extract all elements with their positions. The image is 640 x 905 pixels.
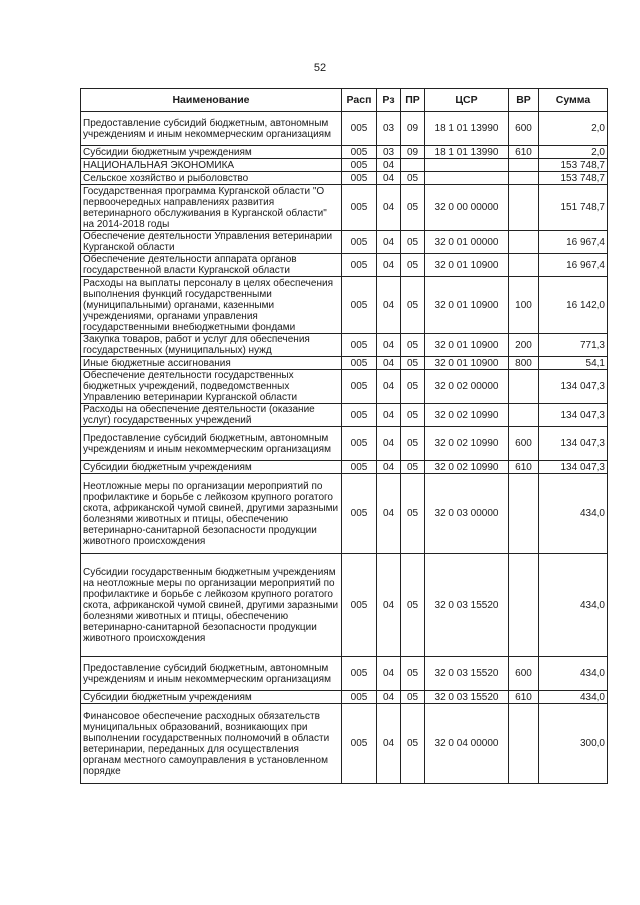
cell-sum: 2,0	[539, 112, 608, 146]
cell-pr: 05	[401, 554, 425, 657]
cell-rasp: 005	[342, 404, 377, 427]
cell-name: Предоставление субсидий бюджетным, автономным учреждениям и иным некоммерческим организациям	[81, 427, 342, 461]
cell-sum: 16 967,4	[539, 254, 608, 277]
cell-pr: 05	[401, 427, 425, 461]
cell-rasp: 005	[342, 254, 377, 277]
table-row	[81, 172, 608, 185]
cell-sum: 134 047,3	[539, 370, 608, 404]
cell-csr: 32 0 01 00000	[425, 231, 509, 254]
cell-vr	[509, 554, 539, 657]
table-row	[81, 254, 608, 277]
cell-rasp: 005	[342, 474, 377, 554]
cell-pr: 05	[401, 370, 425, 404]
cell-pr: 05	[401, 357, 425, 370]
cell-rz: 04	[377, 334, 401, 357]
cell-pr: 05	[401, 172, 425, 185]
cell-sum: 300,0	[539, 704, 608, 784]
cell-sum: 16 967,4	[539, 231, 608, 254]
cell-sum: 151 748,7	[539, 185, 608, 231]
cell-csr: 18 1 01 13990	[425, 112, 509, 146]
cell-csr: 32 0 01 10900	[425, 254, 509, 277]
cell-rz: 04	[377, 277, 401, 334]
cell-name: Предоставление субсидий бюджетным, автономным учреждениям и иным некоммерческим организациям	[81, 657, 342, 691]
cell-vr	[509, 159, 539, 172]
cell-vr: 200	[509, 334, 539, 357]
cell-vr: 610	[509, 146, 539, 159]
table-row	[81, 474, 608, 554]
header-csr: ЦСР	[425, 89, 509, 112]
cell-name: Неотложные меры по организации мероприятий по профилактике и борьбе с лейкозом крупного рогатого скота, африканской чумой свиней, другими заразными болезнями животных и птицы, обеспечению ветеринарно-санитарной безопасности продукции животного происхождения	[81, 474, 342, 554]
cell-rasp: 005	[342, 231, 377, 254]
cell-csr	[425, 172, 509, 185]
header-vr: ВР	[509, 89, 539, 112]
cell-rasp: 005	[342, 334, 377, 357]
cell-name: Предоставление субсидий бюджетным, автономным учреждениям и иным некоммерческим организациям	[81, 112, 342, 146]
cell-pr: 05	[401, 691, 425, 704]
cell-name: Обеспечение деятельности аппарата органов государственной власти Курганской области	[81, 254, 342, 277]
cell-csr: 32 0 00 00000	[425, 185, 509, 231]
cell-name: Закупка товаров, работ и услуг для обеспечения государственных (муниципальных) нужд	[81, 334, 342, 357]
cell-sum: 134 047,3	[539, 461, 608, 474]
cell-sum: 434,0	[539, 554, 608, 657]
cell-vr	[509, 254, 539, 277]
cell-rz: 04	[377, 474, 401, 554]
cell-rasp: 005	[342, 112, 377, 146]
cell-pr: 05	[401, 277, 425, 334]
cell-csr	[425, 159, 509, 172]
cell-name: Сельское хозяйство и рыболовство	[81, 172, 342, 185]
cell-pr	[401, 159, 425, 172]
cell-csr: 32 0 02 10990	[425, 427, 509, 461]
cell-name: Субсидии бюджетным учреждениям	[81, 461, 342, 474]
header-name: Наименование	[81, 89, 342, 112]
page-number: 52	[313, 62, 327, 74]
cell-sum: 16 142,0	[539, 277, 608, 334]
table-row	[81, 370, 608, 404]
cell-rz: 04	[377, 657, 401, 691]
cell-csr: 32 0 03 00000	[425, 474, 509, 554]
cell-vr: 100	[509, 277, 539, 334]
table-row	[81, 657, 608, 691]
cell-rasp: 005	[342, 461, 377, 474]
cell-sum: 54,1	[539, 357, 608, 370]
cell-name: Субсидии бюджетным учреждениям	[81, 146, 342, 159]
cell-name: Расходы на выплаты персоналу в целях обеспечения выполнения функций государственными (муниципальными) органами, казенными учреждениями, органами управления государственными внебюджетными фондами	[81, 277, 342, 334]
cell-pr: 05	[401, 704, 425, 784]
cell-vr: 600	[509, 112, 539, 146]
cell-csr: 32 0 02 10990	[425, 404, 509, 427]
cell-rz: 04	[377, 370, 401, 404]
cell-rasp: 005	[342, 554, 377, 657]
cell-pr: 05	[401, 185, 425, 231]
cell-csr: 32 0 02 10990	[425, 461, 509, 474]
cell-sum: 153 748,7	[539, 159, 608, 172]
cell-name: Финансовое обеспечение расходных обязательств муниципальных образований, возникающих при выполнении государственных полномочий в области ветеринарии, переданных для осуществления органам местного самоуправления в установленном порядке	[81, 704, 342, 784]
table-row	[81, 277, 608, 334]
cell-name: Обеспечение деятельности государственных бюджетных учреждений, подведомственных Управлению ветеринарии Курганской области	[81, 370, 342, 404]
cell-sum: 134 047,3	[539, 404, 608, 427]
cell-rz: 04	[377, 704, 401, 784]
cell-sum: 153 748,7	[539, 172, 608, 185]
header-sum: Сумма	[539, 89, 608, 112]
cell-csr: 32 0 03 15520	[425, 657, 509, 691]
cell-vr: 600	[509, 427, 539, 461]
budget-table	[80, 88, 608, 784]
cell-vr	[509, 172, 539, 185]
cell-name: Иные бюджетные ассигнования	[81, 357, 342, 370]
cell-pr: 05	[401, 334, 425, 357]
cell-vr	[509, 231, 539, 254]
cell-rasp: 005	[342, 146, 377, 159]
cell-rz: 04	[377, 159, 401, 172]
cell-csr: 32 0 03 15520	[425, 554, 509, 657]
cell-vr	[509, 185, 539, 231]
cell-rasp: 005	[342, 370, 377, 404]
cell-pr: 05	[401, 254, 425, 277]
table-row	[81, 404, 608, 427]
cell-rz: 04	[377, 231, 401, 254]
cell-sum: 434,0	[539, 691, 608, 704]
cell-rz: 04	[377, 357, 401, 370]
cell-sum: 2,0	[539, 146, 608, 159]
cell-csr: 18 1 01 13990	[425, 146, 509, 159]
cell-sum: 134 047,3	[539, 427, 608, 461]
cell-rz: 03	[377, 146, 401, 159]
cell-rz: 04	[377, 185, 401, 231]
cell-rz: 04	[377, 172, 401, 185]
cell-csr: 32 0 04 00000	[425, 704, 509, 784]
cell-sum: 434,0	[539, 474, 608, 554]
table-row	[81, 461, 608, 474]
table-row	[81, 554, 608, 657]
cell-rasp: 005	[342, 691, 377, 704]
cell-rz: 04	[377, 254, 401, 277]
cell-pr: 05	[401, 404, 425, 427]
cell-vr: 800	[509, 357, 539, 370]
header-rz: Рз	[377, 89, 401, 112]
cell-csr: 32 0 01 10900	[425, 277, 509, 334]
cell-rasp: 005	[342, 427, 377, 461]
table-header-row	[81, 89, 608, 112]
cell-rz: 04	[377, 427, 401, 461]
table-row	[81, 231, 608, 254]
cell-vr	[509, 404, 539, 427]
cell-name: Обеспечение деятельности Управления ветеринарии Курганской области	[81, 231, 342, 254]
cell-vr	[509, 474, 539, 554]
cell-name: Субсидии бюджетным учреждениям	[81, 691, 342, 704]
cell-pr: 09	[401, 112, 425, 146]
cell-rz: 04	[377, 461, 401, 474]
cell-pr: 05	[401, 231, 425, 254]
table-row	[81, 334, 608, 357]
cell-vr	[509, 704, 539, 784]
cell-vr: 610	[509, 691, 539, 704]
cell-csr: 32 0 03 15520	[425, 691, 509, 704]
cell-rasp: 005	[342, 185, 377, 231]
cell-pr: 09	[401, 146, 425, 159]
cell-pr: 05	[401, 461, 425, 474]
cell-rz: 03	[377, 112, 401, 146]
cell-name: Расходы на обеспечение деятельности (оказание услуг) государственных учреждений	[81, 404, 342, 427]
cell-vr	[509, 370, 539, 404]
cell-rz: 04	[377, 554, 401, 657]
header-rasp: Расп	[342, 89, 377, 112]
header-pr: ПР	[401, 89, 425, 112]
cell-rz: 04	[377, 691, 401, 704]
table-row	[81, 427, 608, 461]
table-row	[81, 159, 608, 172]
cell-rz: 04	[377, 404, 401, 427]
cell-pr: 05	[401, 474, 425, 554]
cell-sum: 434,0	[539, 657, 608, 691]
cell-name: Государственная программа Курганской области "О первоочередных направлениях развития ветеринарного обслуживания в Курганской области" на 2014-2018 годы	[81, 185, 342, 231]
cell-rasp: 005	[342, 159, 377, 172]
table-row	[81, 357, 608, 370]
cell-rasp: 005	[342, 277, 377, 334]
cell-pr: 05	[401, 657, 425, 691]
table-row	[81, 146, 608, 159]
cell-vr: 610	[509, 461, 539, 474]
cell-csr: 32 0 02 00000	[425, 370, 509, 404]
cell-name: Субсидии государственным бюджетным учреждениям на неотложные меры по организации мероприятий по профилактике и борьбе с лейкозом крупного рогатого скота, африканской чумой свиней, другими заразными болезнями животных и птицы, обеспечению ветеринарно-санитарной безопасности продукции животного происхождения	[81, 554, 342, 657]
cell-rasp: 005	[342, 357, 377, 370]
cell-sum: 771,3	[539, 334, 608, 357]
cell-vr: 600	[509, 657, 539, 691]
table-row	[81, 112, 608, 146]
cell-rasp: 005	[342, 172, 377, 185]
cell-csr: 32 0 01 10900	[425, 334, 509, 357]
cell-csr: 32 0 01 10900	[425, 357, 509, 370]
table-row	[81, 704, 608, 784]
table-row	[81, 691, 608, 704]
table-row	[81, 185, 608, 231]
cell-name: НАЦИОНАЛЬНАЯ ЭКОНОМИКА	[81, 159, 342, 172]
cell-rasp: 005	[342, 704, 377, 784]
cell-rasp: 005	[342, 657, 377, 691]
